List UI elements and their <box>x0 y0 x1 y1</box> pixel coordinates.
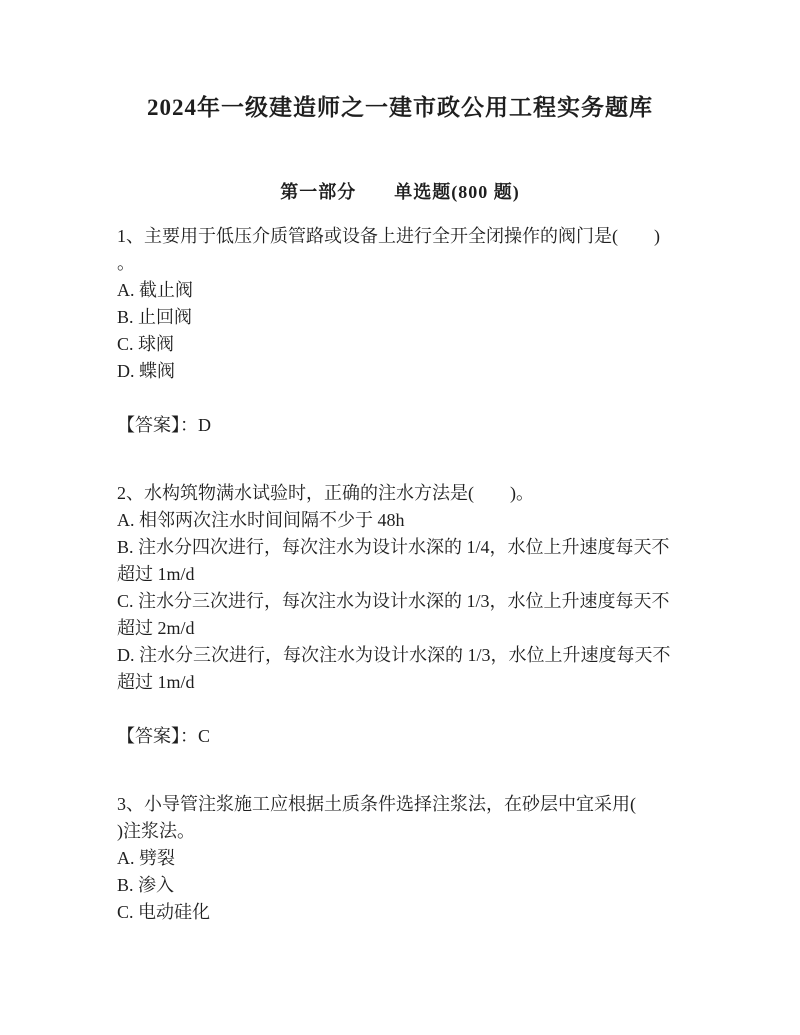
question-text-line: 1、主要用于低压介质管路或设备上进行全开全闭操作的阀门是( ) <box>117 226 660 246</box>
answer-line: 【答案】：C <box>117 726 211 746</box>
option-line: B. 止回阀 <box>117 307 193 327</box>
document-title: 2024年一级建造师之一建市政公用工程实务题库 <box>147 95 653 120</box>
option-line: B. 渗入 <box>117 875 175 895</box>
answer-line: 【答案】：D <box>117 415 211 435</box>
question-block-3 <box>117 791 705 926</box>
question-block-1 <box>117 223 705 439</box>
questions-container <box>117 223 705 926</box>
question-text-line: )注浆法。 <box>117 821 195 841</box>
option-line: A. 劈裂 <box>117 848 175 868</box>
question-block-2 <box>117 480 705 750</box>
option-line: B. 注水分四次进行，每次注水为设计水深的 1/4，水位上升速度每天不 <box>117 537 670 557</box>
question-text-line: 。 <box>117 253 135 273</box>
option-line: 超过 2m/d <box>117 618 195 638</box>
option-line: D. 蝶阀 <box>117 361 175 381</box>
question-text-line: 2、水构筑物满水试验时，正确的注水方法是( )。 <box>117 483 534 503</box>
section-heading: 第一部分 单选题(800 题) <box>280 182 520 202</box>
option-line: D. 注水分三次进行，每次注水为设计水深的 1/3，水位上升速度每天不 <box>117 645 671 665</box>
option-line: 超过 1m/d <box>117 672 195 692</box>
question-text-line: 3、小导管注浆施工应根据土质条件选择注浆法，在砂层中宜采用( <box>117 794 636 814</box>
option-line: C. 球阀 <box>117 334 175 354</box>
option-line: C. 电动硅化 <box>117 902 211 922</box>
option-line: A. 截止阀 <box>117 280 193 300</box>
option-line: C. 注水分三次进行，每次注水为设计水深的 1/3，水位上升速度每天不 <box>117 591 670 611</box>
option-line: A. 相邻两次注水时间间隔不少于 48h <box>117 510 405 530</box>
option-line: 超过 1m/d <box>117 564 195 584</box>
